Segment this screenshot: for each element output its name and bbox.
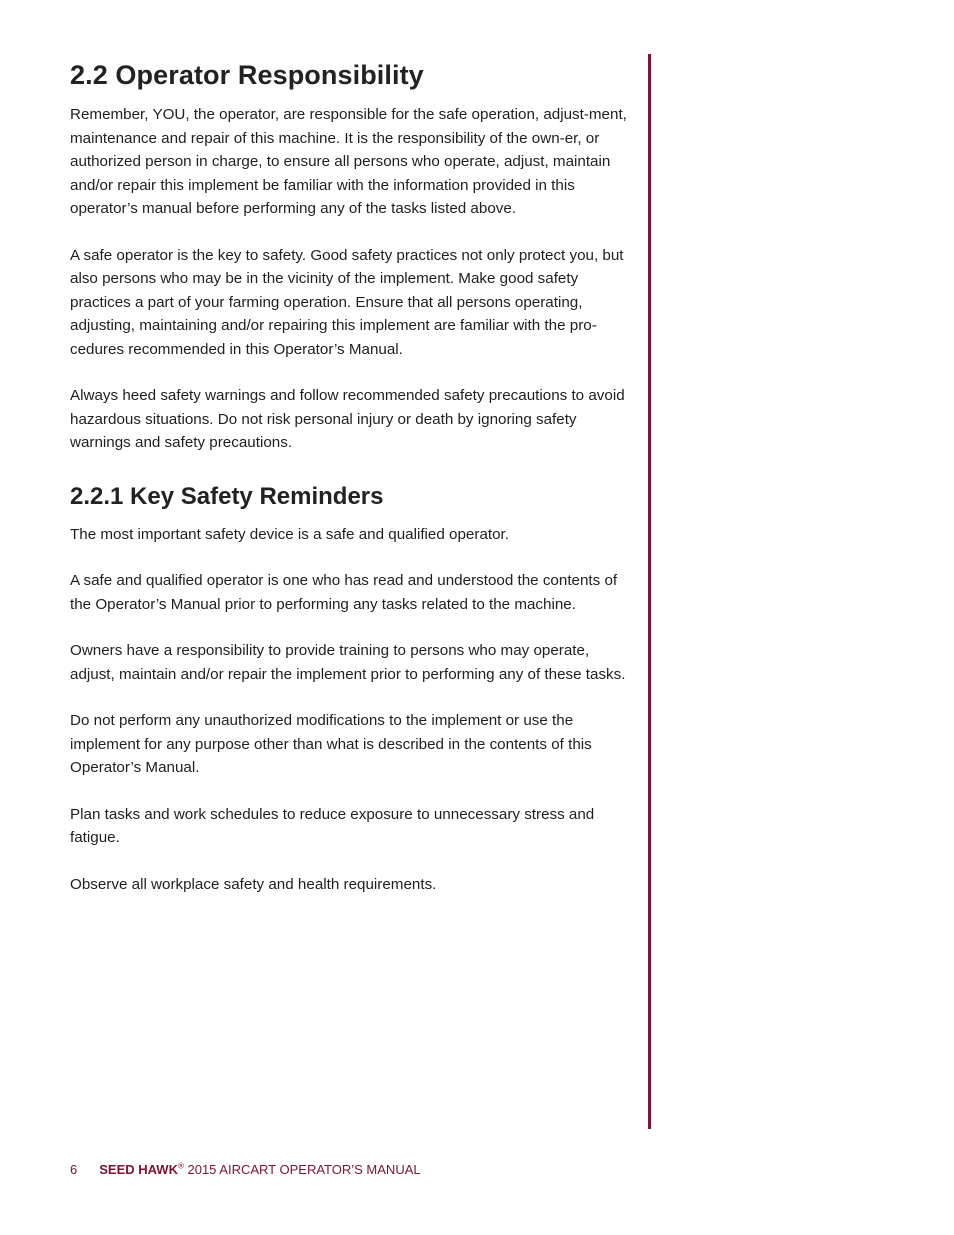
section-paragraph: Remember, YOU, the operator, are responsible for the safe operation, adjust-ment, maintenance and repair of this machine. It is the responsibility of the own-er, or authorized person in charge, to ensure all persons who operate, adjust, maintain and/or repair this implement be familiar with the information provided in this operator’s manual before performing any of the tasks listed above. <box>70 106 627 217</box>
footer-brand: SEED HAWK <box>99 1162 178 1177</box>
page-number: 6 <box>70 1162 78 1177</box>
page-footer <box>70 1162 421 1177</box>
footer-manual-title: 2015 AIRCART OPERATOR’S MANUAL <box>183 1162 421 1177</box>
subsection-paragraph: Do not perform any unauthorized modifications to the implement or use the implement for any purpose other than what is described in the contents of this Operator’s Manual. <box>70 712 592 776</box>
margin-rule <box>648 54 651 1129</box>
subsection-paragraph: Owners have a responsibility to provide training to persons who may operate, adjust, maintain and/or repair the implement prior to performing any of these tasks. <box>70 642 626 683</box>
subsection-paragraph: The most important safety device is a safe and qualified operator. <box>70 525 509 543</box>
subsection-paragraph: Plan tasks and work schedules to reduce exposure to unnecessary stress and fatigue. <box>70 805 595 846</box>
subsection-title: 2.2.1 Key Safety Reminders <box>70 482 384 510</box>
section-paragraph: A safe operator is the key to safety. Good safety practices not only protect you, but also persons who may be in the vicinity of the implement. Make good safety practices a part of your farming operation. Ensure that all persons operating, adjusting, maintaining and/or repairing this implement are familiar with the pro-cedures recommended in this Operator’s Manual. <box>70 246 624 358</box>
subsection-paragraph: A safe and qualified operator is one who has read and understood the contents of the Operator’s Manual prior to performing any tasks related to the machine. <box>70 572 618 613</box>
registered-mark: ® <box>177 1161 184 1171</box>
section-title: 2.2 Operator Responsibility <box>70 60 424 90</box>
page-content <box>70 60 630 919</box>
subsection-paragraph: Observe all workplace safety and health requirements. <box>70 875 437 893</box>
section-paragraph: Always heed safety warnings and follow recommended safety precautions to avoid hazardous situations. Do not risk personal injury or death by ignoring safety warnings and safety precautions. <box>70 387 625 451</box>
